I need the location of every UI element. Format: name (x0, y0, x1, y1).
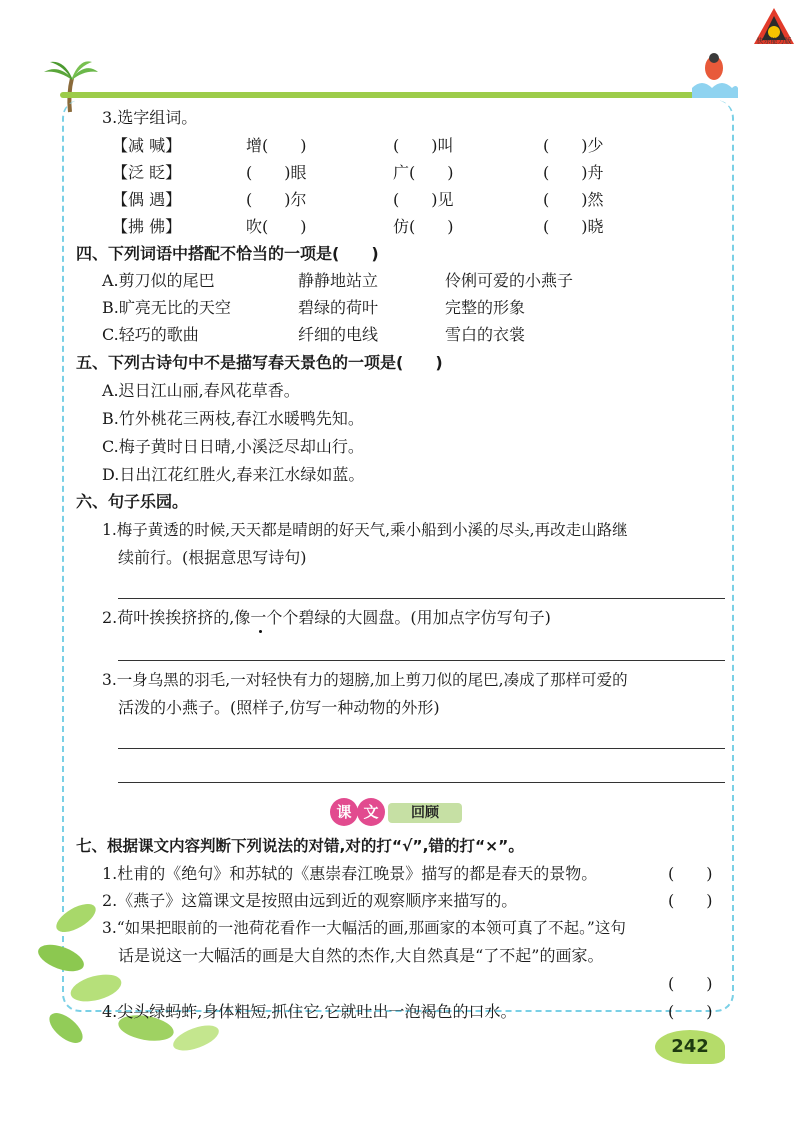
s7-q1-text: 1.杜甫的《绝句》和苏轼的《惠崇春江晚景》描写的都是春天的景物。 (102, 864, 598, 883)
section4-title: 四、下列词语中搭配不恰当的一项是( ) (76, 244, 379, 263)
answer-line[interactable] (118, 660, 725, 661)
section5-title: 五、下列古诗句中不是描写春天景色的一项是( ) (76, 353, 443, 372)
s7-q2-text: 2.《燕子》这篇课文是按照由远到近的观察顺序来描写的。 (102, 891, 518, 910)
s4-option: A.剪刀似的尾巴 (102, 271, 215, 290)
q3-cell: ( )尔 (246, 190, 307, 209)
s5-option: C.梅子黄时日日晴,小溪泛尽却山行。 (102, 437, 364, 456)
q3-group: 【减 喊】 (112, 136, 182, 155)
banner-label: 回顾 (388, 803, 462, 823)
leaves-decoration-icon (36, 888, 226, 1058)
s7-q3-text: 3.“如果把眼前的一池荷花看作一大幅活的画,那画家的本领可真了不起。”这句 (102, 919, 626, 937)
q3-cell: 广( ) (393, 163, 454, 182)
s4-option: C.轻巧的歌曲 (102, 325, 199, 344)
header-divider (60, 92, 730, 98)
q3-cell: 仿( ) (393, 217, 454, 236)
s4-option: 完整的形象 (445, 298, 526, 317)
q3-cell: 吹( ) (246, 217, 307, 236)
s6-q3-text: 活泼的小燕子。(照样子,仿写一种动物的外形) (118, 698, 440, 717)
lesson-review-banner (330, 798, 464, 826)
s6-q3-text: 3.一身乌黑的羽毛,一对轻快有力的翅膀,加上剪刀似的尾巴,凑成了那样可爱的 (102, 671, 628, 689)
banner-char: 文 (357, 798, 385, 826)
s7-q3-text: 话是说这一大幅活的画是大自然的杰作,大自然真是“了不起”的画家。 (118, 946, 604, 965)
s4-option: 伶俐可爱的小燕子 (445, 271, 574, 290)
publisher-logo-text: 快乐能力版 (756, 37, 792, 45)
section6-title: 六、句子乐园。 (76, 492, 189, 511)
s5-option: B.竹外桃花三两枝,春江水暖鸭先知。 (102, 409, 364, 428)
answer-line[interactable] (118, 782, 725, 783)
q3-group: 【泛 眨】 (112, 163, 182, 182)
s6-q2-text: 2.荷叶挨挨挤挤的,像一个个碧绿的大圆盘。(用加点字仿写句子) (102, 608, 551, 627)
s5-option: A.迟日江山丽,春风花草香。 (102, 381, 300, 400)
answer-line[interactable] (118, 598, 725, 599)
q3-group: 【偶 遇】 (112, 190, 182, 209)
q3-cell: ( )晓 (543, 217, 604, 236)
answer-paren[interactable]: ( ) (668, 864, 713, 883)
bird-on-wave-icon (690, 48, 740, 98)
s4-option: 碧绿的荷叶 (298, 298, 379, 317)
s7-q4-text: 4.尖头绿蚂蚱,身体粗短,抓住它,它就吐出一泡褐色的口水。 (102, 1002, 517, 1021)
s4-option: 雪白的衣裳 (445, 325, 526, 344)
answer-line[interactable] (118, 748, 725, 749)
q3-cell: ( )见 (393, 190, 454, 209)
s4-option: 纤细的电线 (298, 325, 379, 344)
q3-cell: ( )少 (543, 136, 604, 155)
q3-group: 【拂 佛】 (112, 217, 182, 236)
answer-paren[interactable]: ( ) (668, 1002, 713, 1021)
s6-q1-text: 1.梅子黄透的时候,天天都是晴朗的好天气,乘小船到小溪的尽头,再改走山路继 (102, 521, 628, 539)
q3-cell: ( )然 (543, 190, 604, 209)
emphasis-dot (259, 630, 262, 633)
s4-option: B.旷亮无比的天空 (102, 298, 231, 317)
q3-cell: ( )眼 (246, 163, 307, 182)
s6-q1-text: 续前行。(根据意思写诗句) (118, 548, 307, 567)
q3-cell: ( )叫 (393, 136, 454, 155)
banner-char: 课 (330, 798, 358, 826)
answer-paren[interactable]: ( ) (668, 974, 713, 993)
s5-option: D.日出江花红胜火,春来江水绿如蓝。 (102, 465, 365, 484)
q3-cell: ( )舟 (543, 163, 604, 182)
section7-title: 七、根据课文内容判断下列说法的对错,对的打“√”,错的打“×”。 (76, 837, 524, 855)
q3-cell: 增( ) (246, 136, 307, 155)
answer-paren[interactable]: ( ) (668, 891, 713, 910)
s4-option: 静静地站立 (298, 271, 379, 290)
q3-title: 3.选字组词。 (102, 108, 198, 127)
page-number: 242 (655, 1030, 725, 1064)
